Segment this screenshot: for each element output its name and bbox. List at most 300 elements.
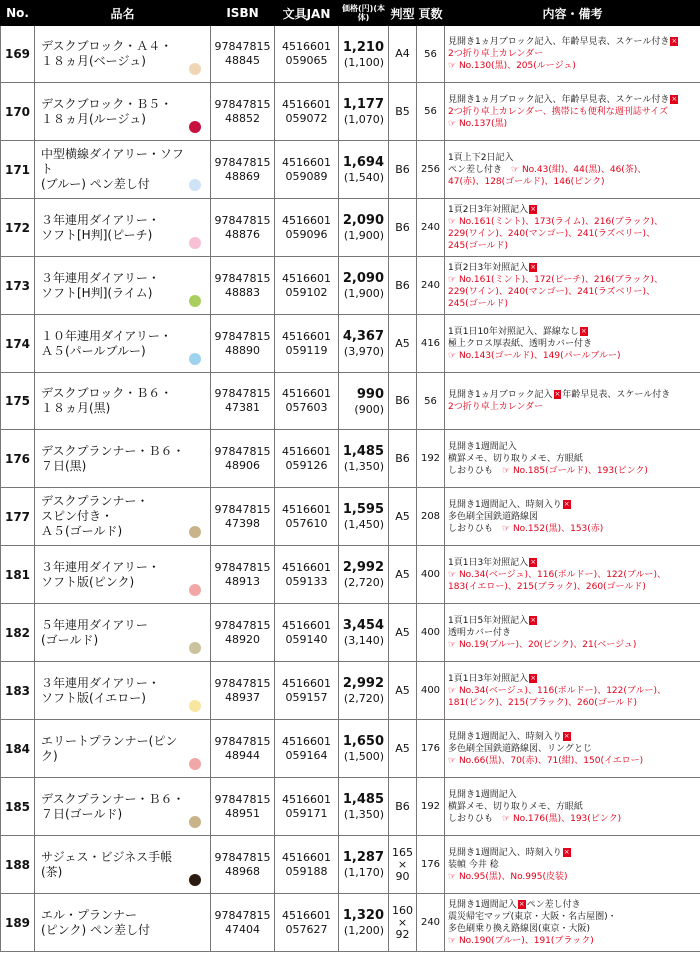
jan-code — [275, 488, 339, 546]
isbn-line: 48883 — [225, 285, 260, 299]
color-swatch — [189, 353, 201, 365]
table-row — [1, 199, 700, 257]
note-line — [448, 847, 697, 859]
size-format — [389, 26, 417, 83]
row-number: 189 — [1, 894, 35, 952]
jan-line: 059188 — [285, 864, 328, 878]
note-line — [448, 48, 697, 60]
price-with-tax: 2,992 — [342, 676, 384, 691]
size-line: A5 — [395, 625, 410, 639]
jan-code — [275, 26, 339, 83]
jan-code — [275, 604, 339, 662]
size-format — [389, 778, 417, 836]
note-line — [448, 389, 697, 401]
size-line: × — [397, 915, 408, 929]
note-line — [448, 581, 697, 593]
page-count: 416 — [417, 315, 445, 373]
price-with-tax: 4,367 — [342, 329, 384, 344]
product-name — [35, 26, 211, 83]
jan-code — [275, 430, 339, 488]
notes-cell — [445, 662, 700, 720]
note-line — [448, 441, 697, 453]
note-text: 横罫メモ、切り取りメモ、方眼紙 — [448, 801, 583, 812]
note-line — [448, 350, 697, 362]
page-count: 176 — [417, 720, 445, 778]
table-row — [1, 604, 700, 662]
price-cell — [339, 430, 389, 488]
note-line — [448, 801, 697, 813]
table-row — [1, 430, 700, 488]
x-mark-icon: × — [530, 557, 537, 566]
price-cell — [339, 26, 389, 83]
isbn-line: 48890 — [225, 343, 260, 357]
size-line: B6 — [395, 220, 410, 234]
product-name — [35, 720, 211, 778]
product-name — [35, 83, 211, 141]
isbn-code — [211, 26, 275, 83]
note-line — [448, 639, 697, 651]
product-name-line: エリートプランナー(ピンク) — [41, 733, 178, 763]
product-name-line: デスクプランナー・Ｂ６・ — [41, 443, 185, 458]
page-count: 240 — [417, 894, 445, 952]
size-line: B6 — [395, 278, 410, 292]
jan-code — [275, 83, 339, 141]
price-cell — [339, 836, 389, 894]
note-line — [448, 871, 697, 883]
price-with-tax: 2,090 — [342, 271, 384, 286]
notes-cell — [445, 836, 700, 894]
x-mark-icon: × — [671, 94, 678, 103]
note-highlight: 229(ワイン)、240(マンゴー)、241(ラズベリー)、 — [448, 228, 656, 239]
isbn-line: 97847815 — [214, 155, 271, 169]
note-text: 見開き1週間記入、時刻入り — [448, 499, 562, 510]
x-mark-icon: × — [518, 899, 525, 908]
product-name — [35, 199, 211, 257]
table-row — [1, 373, 700, 430]
note-line — [448, 262, 697, 274]
header-pages: 頁数 — [417, 1, 445, 26]
isbn-line: 97847815 — [214, 792, 271, 806]
pointing-hand-icon: ☞ — [448, 274, 459, 285]
note-line — [448, 557, 697, 569]
note-text: ペン差し付き — [448, 164, 512, 175]
price-cell — [339, 720, 389, 778]
x-mark-icon: × — [530, 262, 537, 271]
header-size: 判型 — [389, 1, 417, 26]
pointing-hand-icon: ☞ — [511, 164, 522, 175]
x-mark-icon: × — [530, 673, 537, 682]
isbn-line: 97847815 — [214, 908, 271, 922]
price-cell — [339, 778, 389, 836]
size-format — [389, 662, 417, 720]
notes-cell — [445, 546, 700, 604]
jan-line: 4516601 — [282, 213, 331, 227]
isbn-line: 48876 — [225, 227, 260, 241]
jan-line: 4516601 — [282, 734, 331, 748]
isbn-line: 97847815 — [214, 676, 271, 690]
size-line: 165 — [392, 845, 413, 859]
product-name-line: ３年連用ダイアリー・ — [41, 212, 160, 227]
note-text: 極上クロス厚表紙、透明カバー付き — [448, 338, 593, 349]
note-text: しおりひも — [448, 465, 503, 476]
page-count: 240 — [417, 257, 445, 315]
notes-cell — [445, 83, 700, 141]
price-base: (1,100) — [343, 55, 384, 69]
note-line — [448, 465, 697, 477]
isbn-line: 48845 — [225, 54, 260, 67]
notes-cell — [445, 604, 700, 662]
notes-cell — [445, 373, 700, 430]
note-text: 見開き1週間記入、時刻入り — [448, 847, 562, 858]
note-line — [448, 164, 697, 176]
note-highlight: 183(イエロー)、215(ブラック)、260(ゴールド) — [448, 581, 646, 592]
pointing-hand-icon: ☞ — [448, 639, 459, 650]
table-row — [1, 894, 700, 952]
isbn-line: 47404 — [225, 922, 260, 936]
pointing-hand-icon: ☞ — [448, 118, 459, 129]
isbn-code — [211, 604, 275, 662]
header-jan: 文具JAN — [275, 1, 339, 26]
header-notes: 内容・備考 — [445, 1, 700, 26]
note-line — [448, 615, 697, 627]
note-line — [448, 286, 697, 298]
pointing-hand-icon: ☞ — [502, 465, 513, 476]
note-text: 見開き1ヵ月ブロック記入 — [448, 390, 553, 400]
price-cell — [339, 257, 389, 315]
price-with-tax: 1,485 — [342, 792, 384, 807]
x-mark-icon: × — [563, 847, 570, 856]
price-cell — [339, 894, 389, 952]
product-name — [35, 836, 211, 894]
jan-code — [275, 315, 339, 373]
product-name-line: ソフト版(イエロー) — [41, 690, 146, 705]
product-name — [35, 778, 211, 836]
x-mark-icon: × — [530, 204, 537, 213]
page-count: 56 — [417, 83, 445, 141]
note-line — [448, 60, 697, 72]
note-text: 1頁1日3年対照記入 — [448, 557, 529, 568]
size-line: × — [397, 857, 408, 871]
size-format — [389, 373, 417, 430]
jan-code — [275, 141, 339, 199]
row-number: 171 — [1, 141, 35, 199]
jan-line: 4516601 — [282, 560, 331, 574]
size-format — [389, 894, 417, 952]
note-text: 見開き1週間記入、時刻入り — [448, 731, 562, 742]
note-text: 震災帰宅マップ(東京・大阪・名古屋圏)・ — [448, 911, 617, 922]
product-name-line: スピン付き・ — [41, 509, 114, 523]
price-with-tax: 2,090 — [342, 213, 384, 228]
price-base: (1,200) — [343, 924, 384, 937]
note-related-items: No.190(ブルー)、191(ブラック) — [458, 935, 594, 946]
isbn-code — [211, 546, 275, 604]
isbn-line: 48913 — [225, 574, 260, 588]
size-line: 90 — [395, 869, 410, 883]
pointing-hand-icon: ☞ — [502, 523, 513, 534]
price-cell — [339, 488, 389, 546]
row-number: 181 — [1, 546, 35, 604]
note-line — [448, 204, 697, 216]
notes-cell — [445, 26, 700, 83]
product-name — [35, 604, 211, 662]
jan-line: 4516601 — [282, 444, 331, 458]
note-text: 1頁2日3年対照記入 — [448, 262, 529, 273]
jan-line: 4516601 — [282, 40, 331, 53]
note-related-items: No.34(ベージュ)、116(ボルドー)、122(ブルー)、 — [458, 685, 667, 696]
note-highlight: 2つ折り卓上カレンダー — [448, 402, 544, 412]
jan-line: 059102 — [285, 285, 328, 299]
row-number: 175 — [1, 373, 35, 430]
note-related-items: No.152(黒)、153(赤) — [512, 523, 604, 534]
header-row — [1, 1, 700, 26]
page-count: 240 — [417, 199, 445, 257]
pointing-hand-icon: ☞ — [502, 813, 513, 824]
size-format — [389, 488, 417, 546]
page-count: 208 — [417, 488, 445, 546]
note-line — [448, 685, 697, 697]
product-name-line: デスクブロック・Ｂ５・ — [41, 96, 173, 111]
product-name-line: １８ヵ月(ルージュ) — [41, 111, 146, 126]
product-name-line: デスクプランナー・Ｂ６・ — [41, 791, 185, 806]
note-text: 1頁2日3年対照記入 — [448, 204, 529, 215]
notes-cell — [445, 141, 700, 199]
jan-code — [275, 546, 339, 604]
price-cell — [339, 199, 389, 257]
note-line — [448, 94, 697, 106]
isbn-code — [211, 836, 275, 894]
note-line — [448, 152, 697, 164]
isbn-line: 97847815 — [214, 734, 271, 748]
jan-line: 057603 — [285, 401, 328, 414]
note-line — [448, 935, 697, 947]
jan-line: 059126 — [285, 458, 328, 472]
size-line: B6 — [395, 162, 410, 176]
price-base: (2,720) — [343, 576, 384, 589]
jan-line: 4516601 — [282, 271, 331, 285]
size-format — [389, 430, 417, 488]
product-name-line: (ゴールド) — [41, 632, 99, 647]
price-base: (900) — [354, 402, 384, 416]
price-base: (3,140) — [343, 634, 384, 647]
note-line — [448, 813, 697, 825]
isbn-line: 97847815 — [214, 97, 271, 111]
note-highlight: 229(ワイン)、240(マンゴー)、241(ラズベリー)、 — [448, 286, 656, 297]
price-with-tax: 1,595 — [342, 502, 384, 517]
product-name-line: ソフト版(ピンク) — [41, 574, 135, 589]
product-name-line: ３年連用ダイアリー・ — [41, 270, 160, 285]
row-number: 173 — [1, 257, 35, 315]
price-cell — [339, 315, 389, 373]
isbn-code — [211, 257, 275, 315]
product-name — [35, 257, 211, 315]
size-line: B5 — [395, 104, 410, 118]
product-name — [35, 662, 211, 720]
size-format — [389, 199, 417, 257]
notes-cell — [445, 720, 700, 778]
jan-line: 059171 — [285, 806, 328, 820]
row-number: 188 — [1, 836, 35, 894]
note-text: 1頁1日3年対照記入 — [448, 673, 529, 684]
header-isbn: ISBN — [211, 1, 275, 26]
color-swatch — [189, 700, 201, 712]
color-swatch — [189, 63, 201, 75]
isbn-line: 48920 — [225, 632, 260, 646]
price-base: (1,900) — [343, 229, 384, 242]
note-text: しおりひも — [448, 813, 503, 824]
product-name-line: １８ヵ月(ベージュ) — [41, 54, 146, 68]
page-count: 56 — [417, 26, 445, 83]
note-line — [448, 511, 697, 523]
table-row — [1, 26, 700, 83]
color-swatch — [189, 816, 201, 828]
note-line — [448, 569, 697, 581]
product-name-line: 中型横線ダイアリー・ソフト — [41, 147, 184, 176]
size-line: B6 — [395, 799, 410, 813]
page-count: 176 — [417, 836, 445, 894]
page-count: 400 — [417, 662, 445, 720]
x-mark-icon: × — [671, 37, 678, 45]
row-number: 177 — [1, 488, 35, 546]
product-name-line: (茶) — [41, 864, 63, 879]
price-base: (1,500) — [343, 750, 384, 763]
pointing-hand-icon: ☞ — [448, 216, 459, 227]
x-mark-icon: × — [580, 326, 587, 335]
row-number: 174 — [1, 315, 35, 373]
color-swatch — [189, 642, 201, 654]
isbn-line: 48944 — [225, 748, 260, 762]
note-line — [448, 338, 697, 350]
note-related-items: No.66(黒)、70(赤)、71(紺)、150(イエロー) — [458, 755, 644, 766]
jan-code — [275, 836, 339, 894]
jan-code — [275, 257, 339, 315]
isbn-line: 97847815 — [214, 502, 271, 516]
product-name — [35, 141, 211, 199]
pointing-hand-icon: ☞ — [448, 871, 459, 882]
product-name-line: ３年連用ダイアリー・ — [41, 559, 160, 574]
size-format — [389, 315, 417, 373]
product-name-line: (ブルー) ペン差し付 — [41, 177, 150, 191]
note-line — [448, 755, 697, 767]
row-number: 170 — [1, 83, 35, 141]
jan-line: 4516601 — [282, 618, 331, 632]
price-with-tax: 3,454 — [342, 618, 384, 633]
note-line — [448, 899, 697, 911]
row-number: 176 — [1, 430, 35, 488]
row-number: 185 — [1, 778, 35, 836]
note-line — [448, 326, 697, 338]
isbn-line: 48869 — [225, 169, 260, 183]
header-name: 品名 — [35, 1, 211, 26]
note-line — [448, 789, 697, 801]
size-line: A4 — [395, 47, 410, 60]
jan-line: 059157 — [285, 690, 328, 704]
price-cell — [339, 604, 389, 662]
price-with-tax: 2,992 — [342, 560, 384, 575]
isbn-line: 97847815 — [214, 560, 271, 574]
note-text: 1頁上下2日記入 — [448, 152, 514, 163]
isbn-line: 97847815 — [214, 618, 271, 632]
jan-code — [275, 720, 339, 778]
page-count: 400 — [417, 604, 445, 662]
note-related-items: No.137(黒) — [458, 118, 508, 129]
pointing-hand-icon: ☞ — [448, 935, 459, 946]
size-line: A5 — [395, 683, 410, 697]
color-swatch — [189, 584, 201, 596]
note-highlight: 245(ゴールド) — [448, 240, 509, 251]
page-count: 400 — [417, 546, 445, 604]
jan-line: 059119 — [285, 343, 328, 357]
isbn-line: 97847815 — [214, 271, 271, 285]
isbn-line: 48951 — [225, 806, 260, 820]
product-name — [35, 894, 211, 952]
pointing-hand-icon: ☞ — [448, 61, 459, 71]
table-row — [1, 778, 700, 836]
note-text: 1頁1日5年対照記入 — [448, 615, 529, 626]
size-format — [389, 836, 417, 894]
jan-line: 4516601 — [282, 502, 331, 516]
row-number: 184 — [1, 720, 35, 778]
note-text: 多色刷全国鉄道路線図、リングとじ — [448, 743, 593, 754]
product-name — [35, 315, 211, 373]
product-name-line: デスクブロック・Ａ４・ — [41, 39, 173, 53]
table-row — [1, 662, 700, 720]
pointing-hand-icon: ☞ — [448, 569, 459, 580]
color-swatch — [189, 179, 201, 191]
note-line — [448, 118, 697, 130]
table-row — [1, 488, 700, 546]
price-with-tax: 1,210 — [342, 39, 384, 55]
row-number: 172 — [1, 199, 35, 257]
jan-code — [275, 199, 339, 257]
price-cell — [339, 373, 389, 430]
table-row — [1, 720, 700, 778]
isbn-line: 48937 — [225, 690, 260, 704]
product-name-line: １０年連用ダイアリー・ — [41, 328, 172, 343]
page-count: 192 — [417, 778, 445, 836]
price-base: (1,070) — [343, 113, 384, 126]
isbn-line: 97847815 — [214, 213, 271, 227]
note-text: 年齢早見表、スケール付き — [562, 390, 671, 400]
color-swatch — [189, 121, 201, 133]
header-no: No. — [1, 1, 35, 26]
note-line — [448, 240, 697, 252]
product-name — [35, 488, 211, 546]
isbn-code — [211, 373, 275, 430]
product-name-line: ５年連用ダイアリー — [41, 617, 148, 632]
price-cell — [339, 83, 389, 141]
notes-cell — [445, 488, 700, 546]
isbn-code — [211, 488, 275, 546]
jan-line: 059089 — [285, 169, 328, 183]
isbn-line: 97847815 — [214, 40, 271, 53]
note-line — [448, 106, 697, 118]
size-format — [389, 546, 417, 604]
product-name-line: エル・プランナー — [41, 907, 138, 922]
jan-line: 4516601 — [282, 155, 331, 169]
note-line — [448, 36, 697, 48]
note-line — [448, 743, 697, 755]
jan-line: 059140 — [285, 632, 328, 646]
price-base: (1,900) — [343, 287, 384, 300]
note-related-items: No.95(黒)、No.995(皮装) — [458, 871, 568, 882]
table-row — [1, 546, 700, 604]
note-related-items: No.19(ブルー)、20(ピンク)、21(ベージュ) — [458, 639, 637, 650]
jan-line: 4516601 — [282, 850, 331, 864]
note-text: 多色刷乗り換え路線図(東京・大阪) — [448, 923, 591, 934]
jan-line: 4516601 — [282, 676, 331, 690]
table-row — [1, 257, 700, 315]
product-name — [35, 430, 211, 488]
